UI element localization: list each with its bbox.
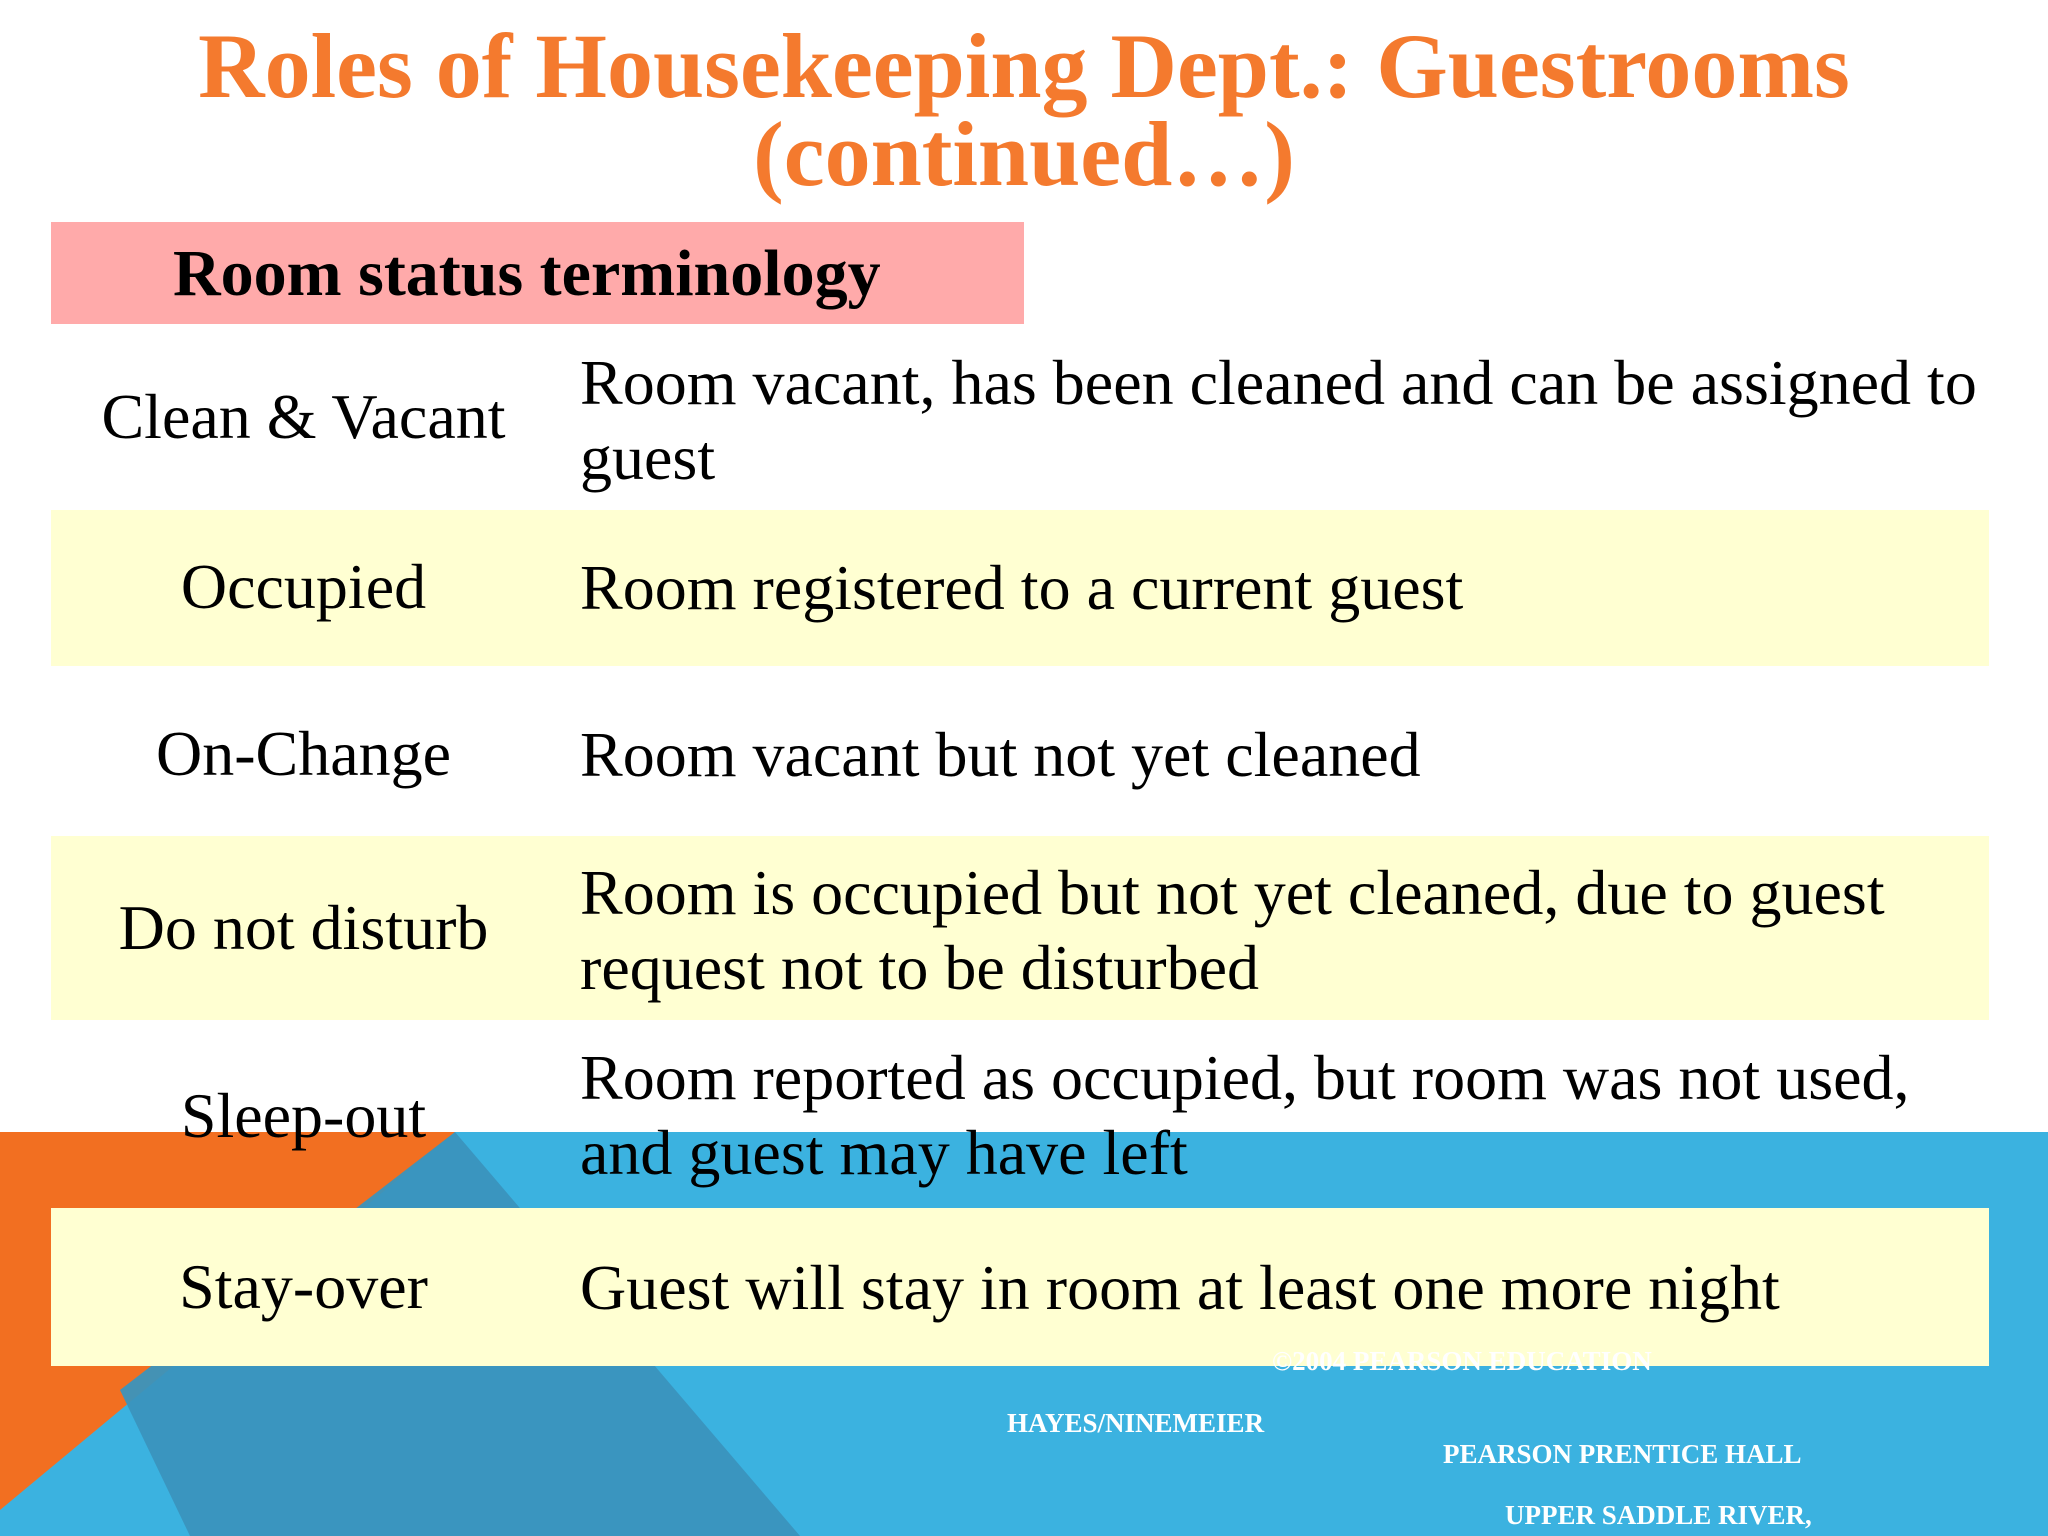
term-sleep-out: Sleep-out	[180, 1080, 427, 1151]
table-row-do-not-disturb	[51, 836, 1989, 1020]
table-header-label: Room status terminology	[173, 237, 881, 310]
definition-on-change: Room vacant but not yet cleaned	[580, 719, 1421, 790]
table-row-clean-vacant	[51, 340, 1989, 505]
table-row-occupied	[51, 510, 1989, 666]
definition-clean-vacant: Room vacant, has been cleaned and can be assigned to guest	[580, 347, 1977, 493]
table-row-sleep-out	[51, 1040, 1989, 1205]
definition-sleep-out: Room reported as occupied, but room was not used, and guest may have left	[580, 1042, 1910, 1188]
term-do-not-disturb: Do not disturb	[118, 892, 489, 963]
term-on-change: On-Change	[155, 718, 452, 789]
table-row-on-change	[51, 670, 1989, 830]
definition-stay-over: Guest will stay in room at least one more night	[580, 1252, 1780, 1323]
footer-copyright: ©2004 PEARSON EDUCATION	[1272, 1346, 1652, 1376]
slide-title	[0, 15, 2048, 205]
footer-publisher: PEARSON PRENTICE HALL	[1443, 1439, 1802, 1469]
term-occupied: Occupied	[180, 551, 427, 622]
title-line-2: (continued…)	[753, 103, 1295, 205]
footer-location: UPPER SADDLE RIVER,	[1505, 1500, 1812, 1530]
term-stay-over: Stay-over	[179, 1251, 428, 1322]
definition-occupied: Room registered to a current guest	[580, 552, 1464, 623]
title-line-1: Roles of Housekeeping Dept.: Guestrooms	[198, 15, 1850, 117]
term-clean-vacant: Clean & Vacant	[101, 381, 506, 452]
table-row-stay-over	[51, 1208, 1989, 1366]
table-header	[51, 222, 1024, 324]
footer-authors: HAYES/NINEMEIER	[1007, 1408, 1265, 1438]
definition-do-not-disturb: Room is occupied but not yet cleaned, due to guest request not to be disturbed	[580, 857, 1885, 1003]
